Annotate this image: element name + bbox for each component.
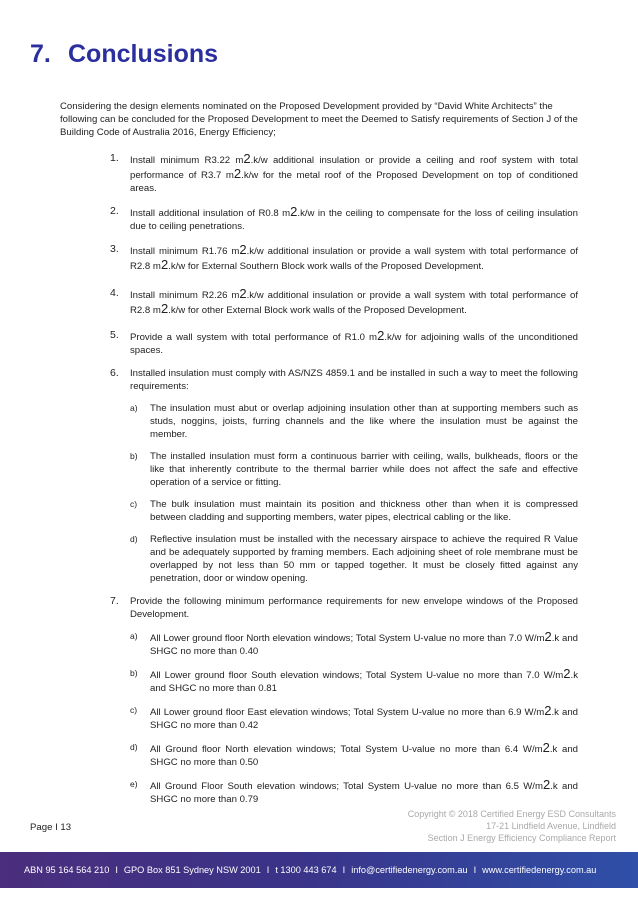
item-number: 2.	[110, 205, 119, 217]
superscript: 2	[544, 629, 552, 644]
superscript: 2	[542, 740, 550, 755]
copyright-line: 17-21 Lindfield Avenue, Lindfield	[486, 821, 616, 831]
text-segment: Installed insulation must comply with AS/NZS 4859.1 and be installed in such a way to meet the following requirements:	[130, 368, 578, 392]
footer-separator: I	[473, 865, 477, 875]
footer-contact-item: t 1300 443 674	[275, 865, 337, 875]
sub-item	[130, 704, 578, 732]
sub-item	[130, 630, 578, 658]
superscript: 2	[239, 286, 247, 301]
text-segment: .k and SHGC no more than 0.40	[150, 633, 578, 657]
sub-item	[130, 450, 578, 489]
superscript: 2	[160, 257, 169, 272]
item-text	[130, 595, 578, 621]
text-segment: .k and SHGC no more than 0.81	[150, 670, 578, 694]
superscript: 2	[243, 151, 251, 166]
text-segment: .k and SHGC no more than 0.50	[150, 744, 578, 768]
sub-item-text	[150, 533, 578, 585]
text-segment: All Lower ground floor East elevation windows; Total System U-value no more than 6.9 W/m	[150, 707, 545, 718]
superscript: 2	[377, 328, 385, 343]
item-number: 7.	[110, 595, 119, 607]
item-text	[130, 205, 578, 233]
text-segment: Install minimum R2.26 m	[130, 290, 240, 301]
text-segment: The installed insulation must form a continuous barrier with ceiling, walls, bulkheads, floors or the like that inherently contribute to the thermal barrier while does not affect the safe and effective operation of a service or fitting.	[150, 451, 578, 488]
list-item	[110, 152, 578, 195]
sub-item-letter: b)	[130, 451, 138, 461]
footer-separator: I	[342, 865, 346, 875]
sub-item	[130, 667, 578, 695]
text-segment: All Ground floor North elevation windows; Total System U-value no more than 6.4 W/m	[150, 744, 543, 755]
superscript: 2	[290, 204, 298, 219]
superscript: 2	[563, 666, 571, 681]
intro-paragraph: Considering the design elements nominated on the Proposed Development provided by “David White Architects” the following can be concluded for the Proposed Development to meet the Deemed to Satisfy requirements of Section J of the Building Code of Australia 2016, Energy Efficiency;	[60, 101, 578, 138]
sub-item-letter: c)	[130, 705, 138, 715]
list-item	[110, 367, 578, 585]
text-segment: .k/w additional insulation or provide a ceiling and roof system with total performance of R3.7 m	[130, 155, 578, 181]
superscript: 2	[239, 242, 247, 257]
text-segment: Provide a wall system with total performance of R1.0 m	[130, 332, 378, 343]
text-segment: The bulk insulation must maintain its position and thickness other than when it is compressed between cladding and supporting members, water pipes, electrical cabling or the like.	[150, 499, 578, 523]
item-text	[130, 243, 578, 273]
item-text	[130, 367, 578, 393]
page-number: Page I 13	[30, 822, 72, 833]
sub-item-text	[150, 667, 578, 695]
copyright-block	[408, 808, 616, 844]
text-segment: Reflective insulation must be installed with the necessary airspace to achieve the required R Value and be adequately supported by framing members. Each adjoining sheet of role membrane must be overlapped by not less than 50 mm or tapped together. It must be closely fitted against any penetration, door or window opening.	[150, 534, 578, 584]
text-segment: All Lower ground floor North elevation windows; Total System U-value no more than 7.0 W/m	[150, 633, 545, 644]
sub-item-text	[150, 704, 578, 732]
text-segment: All Ground Floor South elevation windows; Total System U-value no more than 6.5 W/m	[150, 781, 543, 792]
list-item	[110, 243, 578, 273]
copyright-line: Section J Energy Efficiency Compliance Report	[427, 833, 616, 843]
section-title: Conclusions	[68, 40, 219, 68]
sub-item-letter: b)	[130, 668, 138, 678]
footer-contact-item: www.certifiedenergy.com.au	[482, 865, 597, 875]
text-segment: .k/w in the ceiling to compensate for the loss of ceiling insulation due to ceiling penetrations.	[130, 208, 578, 232]
sub-item-text	[150, 778, 578, 806]
list-item	[110, 595, 578, 806]
text-segment: .k/w for adjoining walls of the unconditioned spaces.	[130, 332, 579, 356]
sub-item	[130, 533, 578, 585]
list-item	[110, 287, 578, 317]
copyright-line: Copyright © 2018 Certified Energy ESD Consultants	[407, 809, 616, 819]
item-number: 4.	[110, 287, 119, 299]
footer-contact-bar	[0, 852, 638, 888]
sub-item-letter: a)	[130, 403, 138, 413]
section-number: 7.	[30, 40, 51, 68]
text-segment: .k/w additional insulation or provide a wall system with total performance of R2.8 m	[130, 290, 578, 316]
footer-separator: I	[266, 865, 270, 875]
sub-item	[130, 402, 578, 441]
footer-contact-item: GPO Box 851 Sydney NSW 2001	[123, 865, 261, 875]
text-segment: All Lower ground floor South elevation windows; Total System U-value no more than 7.0 W/m	[150, 670, 564, 681]
sub-item-letter: c)	[130, 499, 138, 509]
text-segment: The insulation must abut or overlap adjoining insulation other than at supporting members such as studs, noggins, joists, furring channels and the like where the insulation must be against the member.	[150, 403, 578, 440]
footer-separator: I	[115, 865, 118, 875]
item-number: 1.	[110, 152, 119, 164]
text-segment: Install additional insulation of R0.8 m	[130, 208, 291, 219]
text-segment: .k and SHGC no more than 0.42	[150, 707, 578, 731]
sub-item-letter: e)	[130, 779, 138, 789]
superscript: 2	[542, 777, 551, 792]
sub-item	[130, 741, 578, 769]
sub-item-text	[150, 630, 578, 658]
text-segment: .k/w for other External Block work walls of the Proposed Development.	[168, 305, 467, 316]
item-text	[130, 329, 578, 357]
item-text	[130, 152, 578, 195]
text-segment: .k and SHGC no more than 0.79	[150, 781, 578, 805]
sub-item-letter: d)	[130, 742, 138, 752]
text-segment: .k/w for the metal roof of the Proposed Development on top of conditioned areas.	[130, 170, 578, 194]
list-item	[110, 329, 578, 357]
sub-item-text	[150, 450, 578, 489]
footer-contact-item: ABN 95 164 564 210	[24, 865, 110, 875]
item-text	[130, 287, 578, 317]
superscript: 2	[544, 703, 552, 718]
item-number: 5.	[110, 329, 119, 341]
item-number: 6.	[110, 367, 119, 379]
text-segment: Install minimum R3.22 m	[130, 155, 244, 166]
text-segment: Provide the following minimum performance requirements for new envelope windows of the Proposed Development.	[130, 596, 578, 620]
sub-item-text	[150, 402, 578, 441]
sub-item-text	[150, 741, 578, 769]
sub-item	[130, 778, 578, 806]
sub-item-letter: d)	[130, 534, 138, 544]
list-item	[110, 205, 578, 233]
footer-contact-item: info@certifiedenergy.com.au	[351, 865, 468, 875]
item-number: 3.	[110, 243, 119, 255]
sub-item-letter: a)	[130, 631, 138, 641]
text-segment: Install minimum R1.76 m	[130, 246, 240, 257]
conclusions-list	[110, 152, 578, 806]
text-segment: .k/w additional insulation or provide a wall system with total performance of R2.8 m	[130, 246, 578, 272]
superscript: 2	[160, 301, 169, 316]
text-segment: .k/w for External Southern Block work walls of the Proposed Development.	[168, 261, 484, 272]
sub-item	[130, 498, 578, 524]
superscript: 2	[233, 166, 242, 181]
sub-item-text	[150, 498, 578, 524]
section-heading	[30, 40, 218, 69]
